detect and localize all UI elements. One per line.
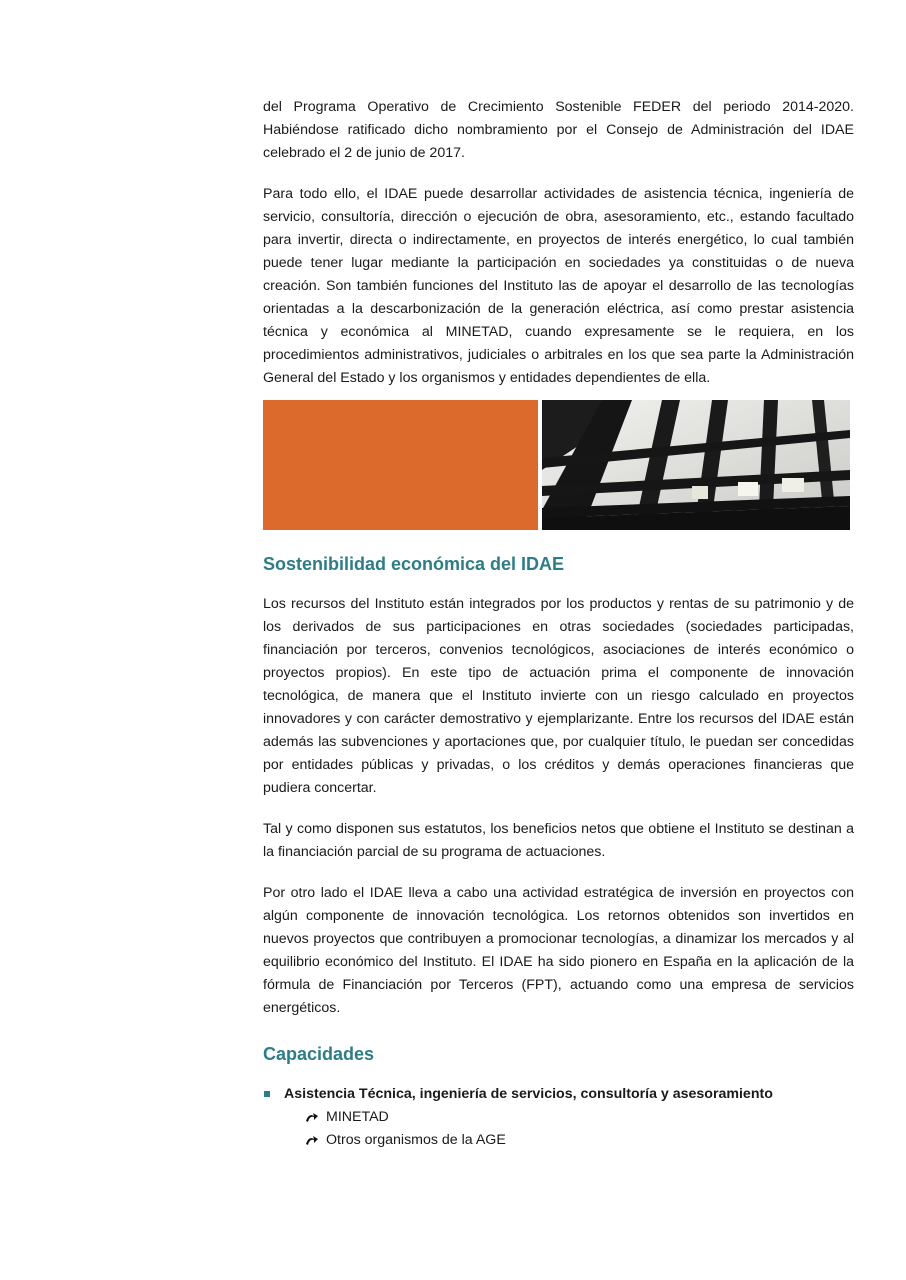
intro-paragraph-2: Para todo ello, el IDAE puede desarrollar actividades de asistencia técnica, ingeniería de servicio, consultoría, dirección o ejecución de obra, asesoramiento, etc., estando facultado para invertir, directa o indirectamente, en proyectos de interés energético, lo cual también puede tener lugar mediante la participación en sociedades ya constituidas o de nueva creación. Son también funciones del Instituto las de apoyar el desarrollo de las tecnologías orientadas a la descarbonización de la generación eléctrica, así como prestar asistencia técnica y económica al MINETAD, cuando expresamente se le requiera, en los procedimientos administrativos, judiciales o arbitrales en los que sea parte la Administración General del Estado y los organismos y entidades dependientes de ella.: [263, 186, 854, 386]
economic-paragraph-3: Por otro lado el IDAE lleva a cabo una actividad estratégica de inversión en proyectos con algún componente de innovación tecnológica. Los retornos obtenidos son invertidos en nuevos proyectos que contribuyen a promocionar tecnologías, a dinamizar los mercados y al equilibrio económico del Instituto. El IDAE ha sido pionero en España en la aplicación de la fórmula de Financiación por Terceros (FPT), actuando como una empresa de servicios energéticos.: [263, 885, 854, 1016]
document-page: [263, 96, 854, 1152]
section-title-capacities: Capacidades: [263, 1044, 375, 1064]
curved-arrow-icon: [305, 1134, 319, 1146]
section-title-economic: Sostenibilidad económica del IDAE: [263, 554, 565, 574]
economic-paragraph-2: Tal y como disponen sus estatutos, los beneficios netos que obtiene el Instituto se destinan a la financiación parcial de su programa de actuaciones.: [263, 821, 854, 860]
skylight-image: [542, 400, 850, 530]
sub-list-item: [305, 1106, 854, 1129]
sub-list: [284, 1106, 854, 1152]
square-bullet-icon: [264, 1091, 270, 1097]
curved-arrow-icon: [305, 1111, 319, 1123]
capacity-title: Asistencia Técnica, ingeniería de servicios, consultoría y asesoramiento: [284, 1086, 773, 1102]
skylight-photo: [542, 400, 850, 530]
capacities-list: [263, 1083, 854, 1152]
orange-block: [263, 400, 538, 530]
economic-paragraph-1: Los recursos del Instituto están integrados por los productos y rentas de su patrimonio y de los derivados de sus participaciones en otras sociedades (sociedades participadas, financiación por terceros, convenios tecnológicos, asociaciones de interés económico o proyectos propios). En este tipo de actuación prima el componente de innovación tecnológica, de manera que el Instituto invierte con un riesgo calculado en proyectos innovadores y con carácter demostrativo y ejemplarizante. Entre los recursos del IDAE están además las subvenciones y aportaciones que, por cualquier título, le puedan ser concedidas por entidades públicas y privadas, o los créditos y demás operaciones financieras que pudiera concertar.: [263, 596, 854, 796]
sub-item-label: MINETAD: [326, 1109, 389, 1125]
sub-list-item: [305, 1129, 854, 1152]
intro-paragraph-1: del Programa Operativo de Crecimiento Sostenible FEDER del periodo 2014-2020. Habiéndose ratificado dicho nombramiento por el Consejo de Administración del IDAE celebrado el 2 de junio de 2017.: [263, 99, 854, 161]
sub-item-label: Otros organismos de la AGE: [326, 1132, 506, 1148]
list-item: [263, 1083, 854, 1152]
decorative-banner: [263, 400, 854, 530]
